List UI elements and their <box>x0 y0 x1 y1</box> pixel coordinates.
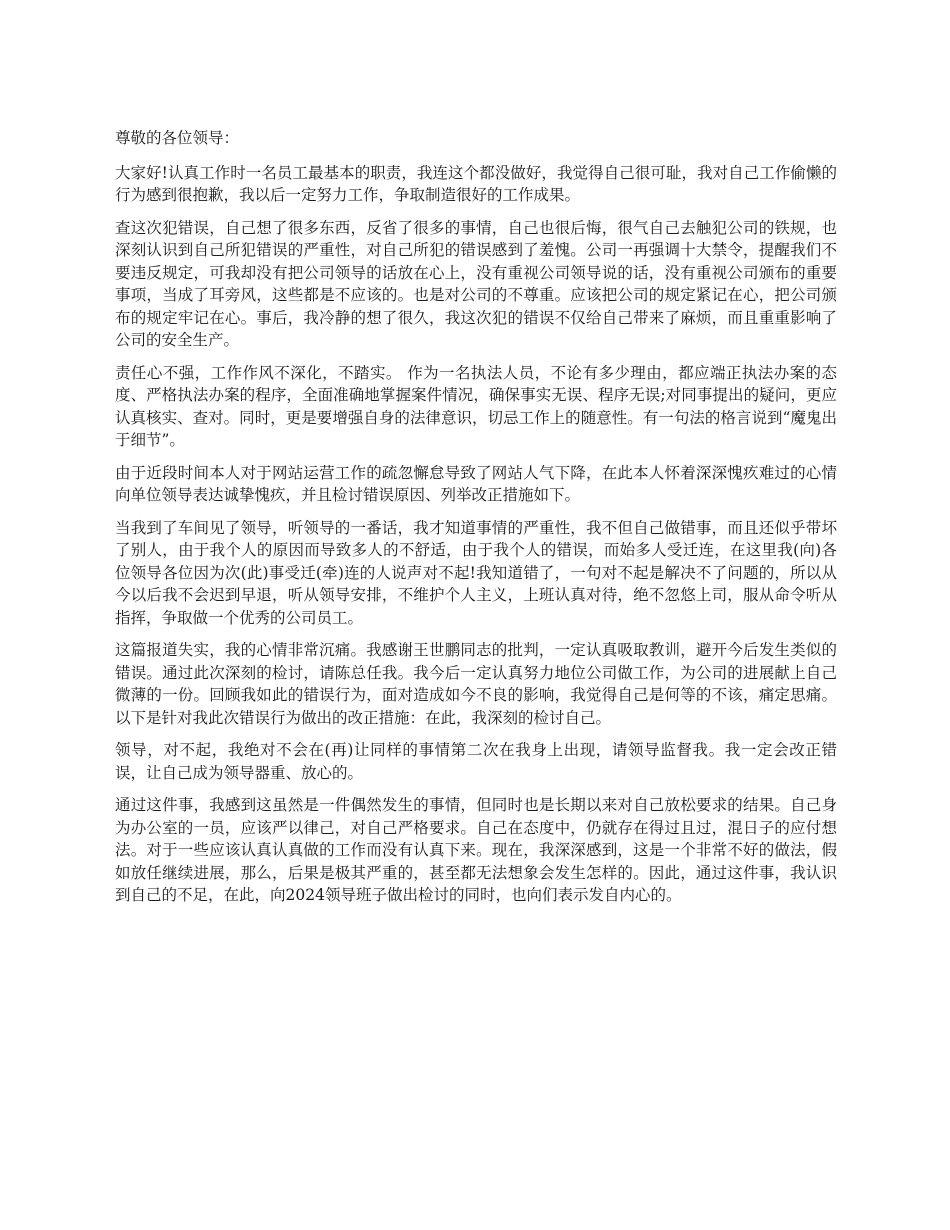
paragraph: 通过这件事，我感到这虽然是一件偶然发生的事情，但同时也是长期以来对自己放松要求的结果。自己身为办公室的一员，应该严以律己，对自己严格要求。自己在态度中，仍就存在得过且过，混日子的应付想法。对于一些应该认真认真做的工作而没有认真下来。现在，我深深感到，这是一个非常不好的做法，假如放任继续进展，那么，后果是极其严重的，甚至都无法想象会发生怎样的。因此，通过这件事，我认识到自己的不足，在此，向2024领导班子做出检讨的同时，也向们表示发自内心的。 <box>115 796 837 904</box>
salutation: 尊敬的各位领导： <box>115 129 240 147</box>
paragraph: 由于近段时间本人对于网站运营工作的疏忽懈怠导致了网站人气下降，在此本人怀着深深愧疚难过的心情向单位领导表达诚挚愧疚，并且检讨错误原因、列举改正措施如下。 <box>115 463 837 504</box>
paragraph: 领导，对不起，我绝对不会在(再)让同样的事情第二次在我身上出现，请领导监督我。我一定会改正错误，让自己成为领导器重、放心的。 <box>115 741 837 782</box>
paragraph: 当我到了车间见了领导，听领导的一番话，我才知道事情的严重性，我不但自己做错事，而且还似乎带坏了别人，由于我个人的原因而导致多人的不舒适，由于我个人的错误，而始多人受迁连，在这里我(向)各位领导各位因为次(此)事受迁(牵)连的人说声对不起!我知道错了，一句对不起是解决不了问题的，所以从今以后我不会迟到早退，听从领导安排，不维护个人主义，上班认真对待，绝不忽悠上司，服从命令听从指挥，争取做一个优秀的公司员工。 <box>115 518 837 627</box>
paragraph: 责任心不强，工作作风不深化，不踏实。 作为一名执法人员，不论有多少理由，都应端正执法办案的态度、严格执法办案的程序，全面准确地掌握案件情况，确保事实无误、程序无误;对同事提出的疑问，更应认真核实、查对。同时，更是要增强自身的法律意识，切忌工作上的随意性。有一句法的格言说到“魔鬼出于细节”。 <box>115 363 837 449</box>
paragraph: 大家好!认真工作时一名员工最基本的职责，我连这个都没做好，我觉得自己很可耻，我对自己工作偷懒的行为感到很抱歉，我以后一定努力工作，争取制造很好的工作成果。 <box>115 163 837 204</box>
paragraph: 这篇报道失实，我的心情非常沉痛。我感谢王世鹏同志的批判，一定认真吸取教训，避开今后发生类似的错误。通过此次深刻的检讨，请陈总任我。我今后一定认真努力地位公司做工作，为公司的进展献上自己微薄的一份。回顾我如此的错误行为，面对造成如今不良的影响，我觉得自己是何等的不该，痛定思痛。以下是针对我此次错误行为做出的改正措施：在此，我深刻的检讨自己。 <box>115 641 837 727</box>
paragraph: 查这次犯错误，自己想了很多东西，反省了很多的事情，自己也很后悔，很气自己去触犯公司的铁规，也深刻认识到自己所犯错误的严重性，对自己所犯的错误感到了羞愧。公司一再强调十大禁令，提醒我们不要违反规定，可我却没有把公司领导的话放在心上，没有重视公司领导说的话，没有重视公司颁布的重要事项，当成了耳旁风，这些都是不应该的。也是对公司的不尊重。应该把公司的规定紧记在心，把公司颁布的规定牢记在心。事后，我冷静的想了很久，我这次犯的错误不仅给自己带来了麻烦，而且重重影响了公司的安全生产。 <box>115 218 837 349</box>
document-body <box>115 127 837 917</box>
